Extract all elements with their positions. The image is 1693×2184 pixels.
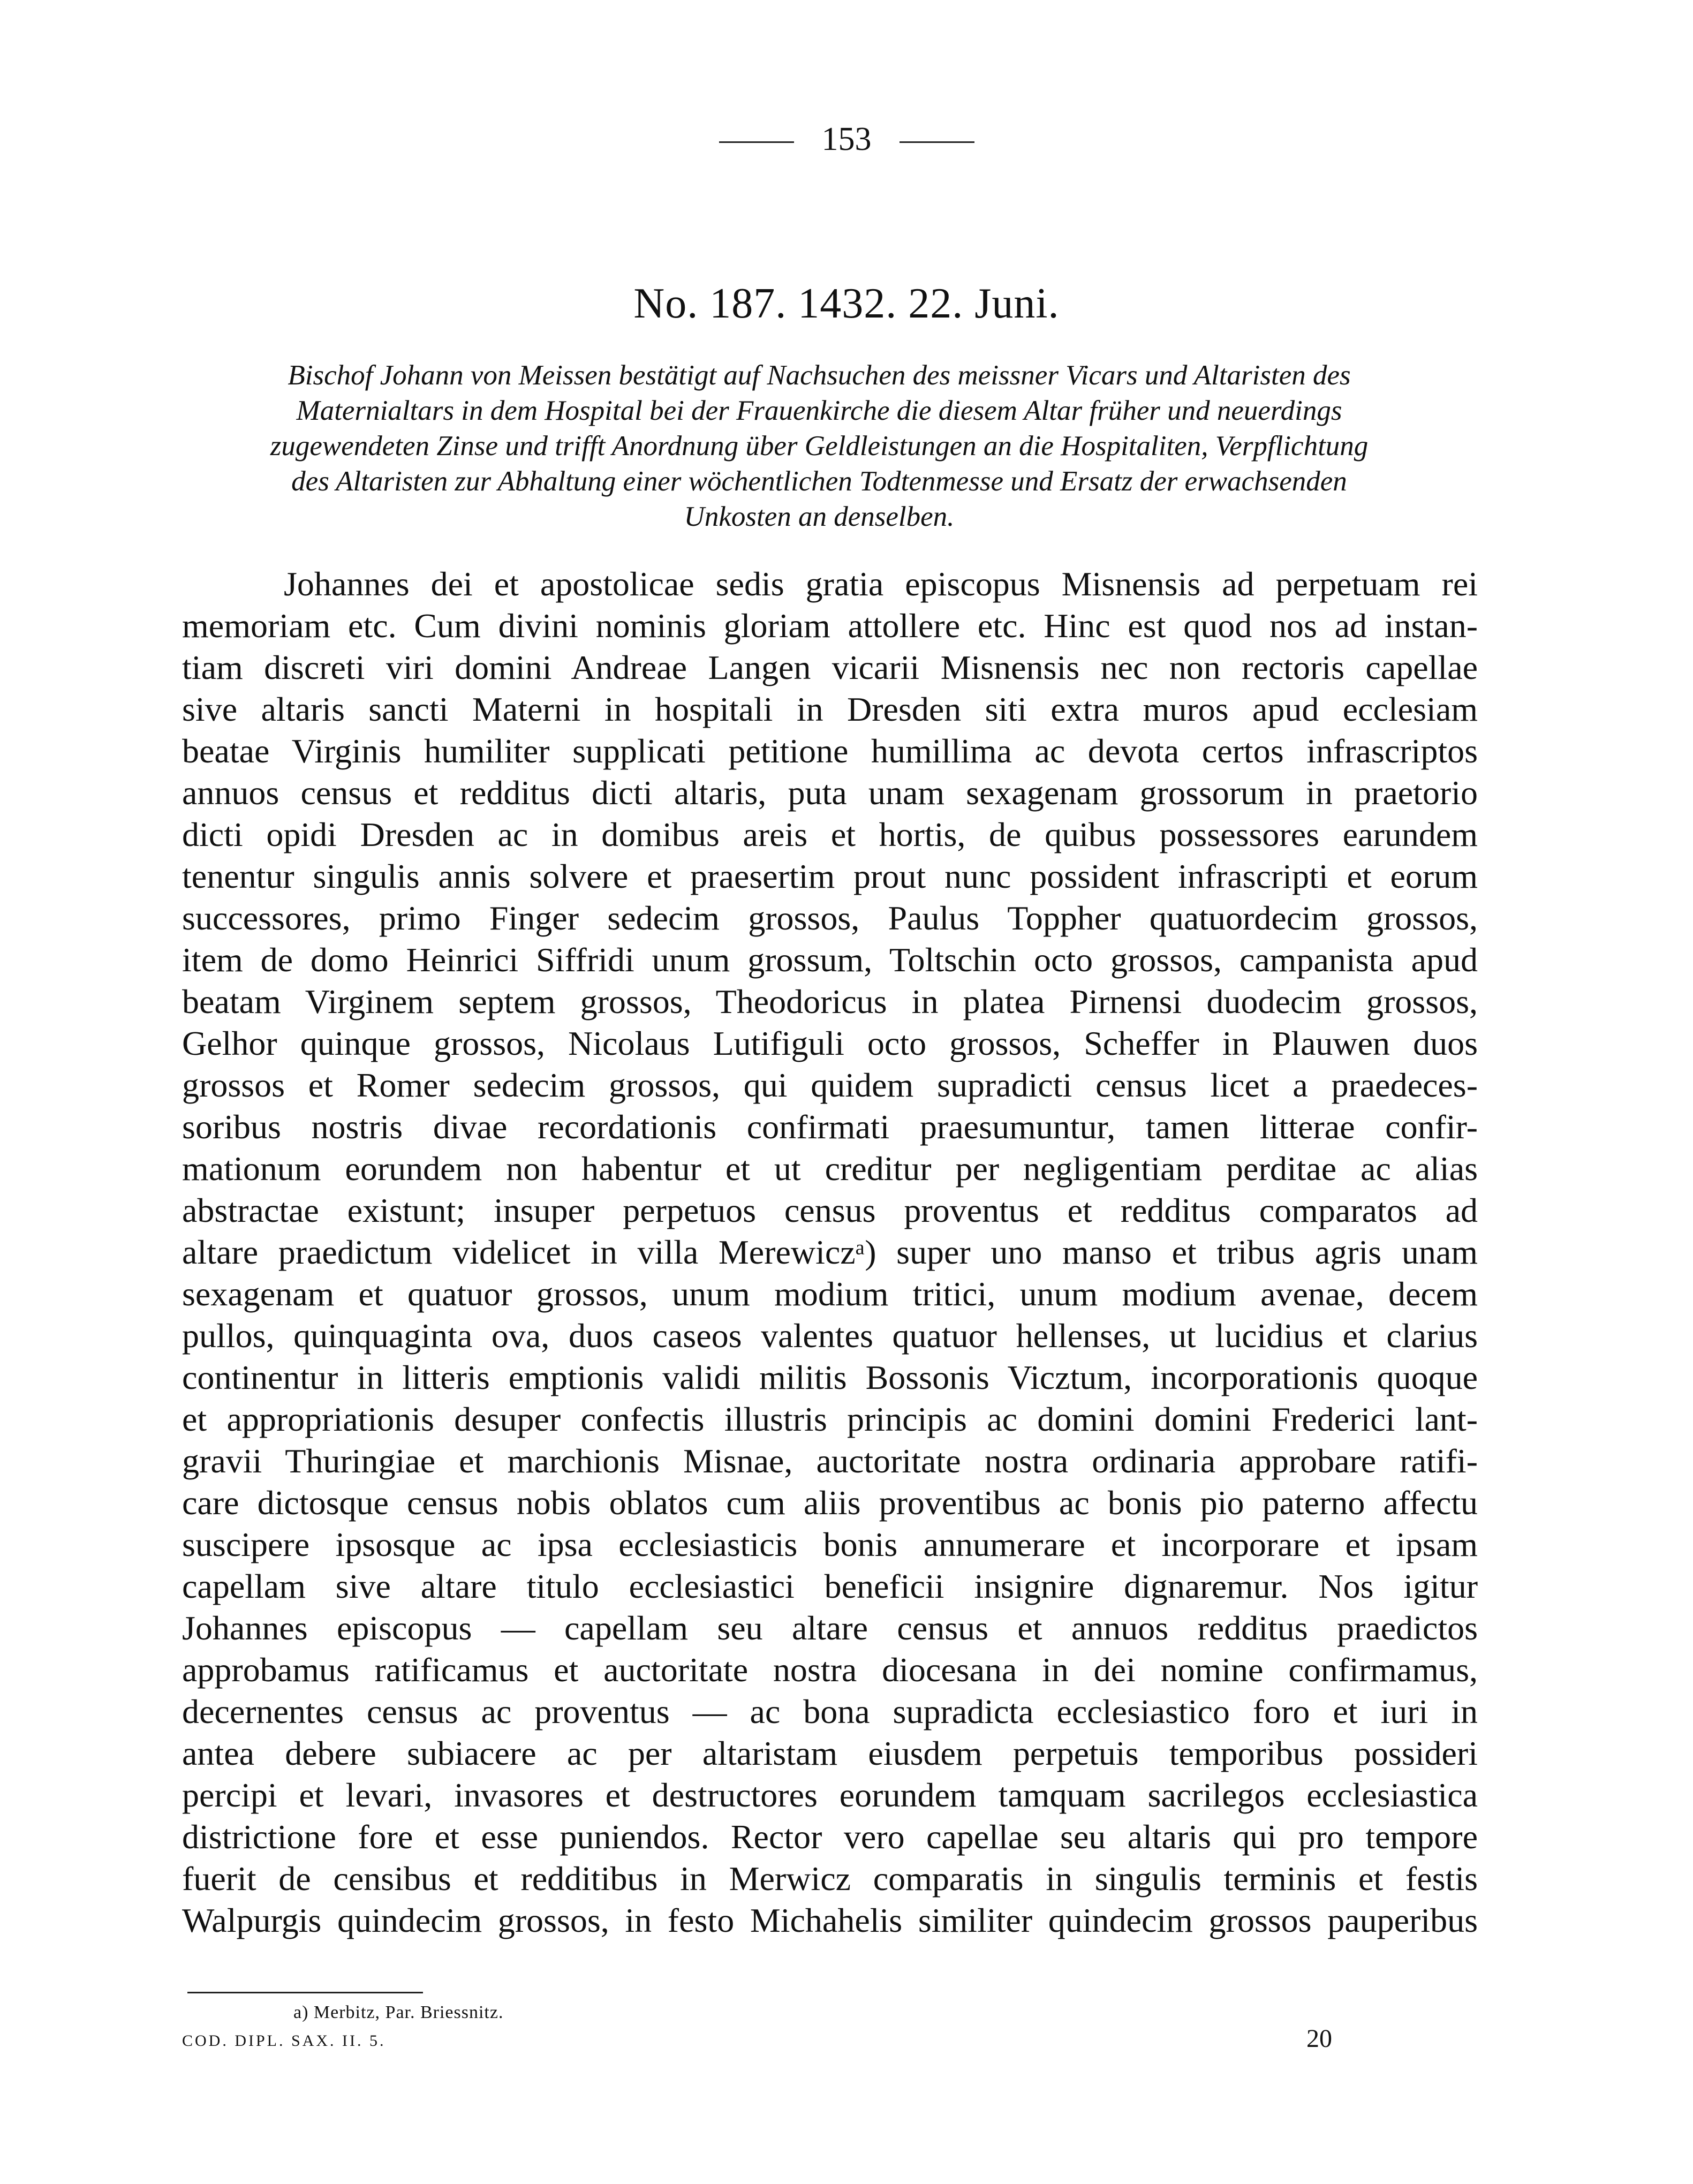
charter-line: soribus nostris divae recordationis confirmati praesumuntur, tamen litterae confir- — [182, 1108, 1478, 1146]
charter-line: districtione fore et esse puniendos. Rector vero capellae seu altaris qui pro tempore — [182, 1818, 1478, 1856]
charter-line: beatae Virginis humiliter supplicati petitione humillima ac devota certos infrascriptos — [182, 732, 1478, 770]
charter-line: grossos et Romer sedecim grossos, qui quidem supradicti census licet a praedeces- — [182, 1066, 1478, 1104]
charter-text — [182, 563, 1478, 1941]
charter-line: percipi et levari, invasores et destructores eorundem tamquam sacrilegos ecclesiastica — [182, 1776, 1478, 1814]
charter-line: pullos, quinquaginta ova, duos caseos valentes quatuor hellenses, ut lucidius et clarius — [182, 1317, 1478, 1355]
charter-line: sexagenam et quatuor grossos, unum modium tritici, unum modium avenae, decem — [182, 1275, 1478, 1313]
footnote-rule — [187, 1992, 423, 1993]
charter-line: beatam Virginem septem grossos, Theodoricus in platea Pirnensi duodecim grossos, — [182, 983, 1478, 1021]
charter-line: suscipere ipsosque ac ipsa ecclesiasticis bonis annumerare et incorporare et ipsam — [182, 1525, 1478, 1563]
source-siglum: COD. DIPL. SAX. II. 5. — [182, 2032, 386, 2050]
charter-line: approbamus ratificamus et auctoritate nostra diocesana in dei nomine confirmamus, — [182, 1651, 1478, 1689]
charter-line: successores, primo Finger sedecim grossos, Paulus Toppher quatuordecim grossos, — [182, 899, 1478, 937]
charter-line: Johannes episcopus — capellam seu altare census et annuos redditus praedictos — [182, 1609, 1478, 1647]
charter-line: continentur in litteris emptionis validi militis Bossonis Vicztum, incorporationis quoque — [182, 1358, 1478, 1396]
charter-line: sive altaris sancti Materni in hospitali in Dresden siti extra muros apud ecclesiam — [182, 690, 1478, 728]
regest-line: zugewendeten Zinse und trifft Anordnung über Geldleistungen an die Hospitaliten, Verpflichtung — [270, 430, 1369, 462]
charter-line: tenentur singulis annis solvere et praesertim prout nunc possident infrascripti et eorum — [182, 857, 1478, 895]
regest-line: Unkosten an denselben. — [684, 501, 955, 532]
charter-line: capellam sive altare titulo ecclesiastici beneficii insignire dignaremur. Nos igitur — [182, 1567, 1478, 1605]
regest-line: Bischof Johann von Meissen bestätigt auf Nachsuchen des meissner Vicars und Altaristen des — [288, 360, 1351, 391]
charter-line: annuos census et redditus dicti altaris, puta unam sexagenam grossorum in praetorio — [182, 774, 1478, 812]
charter-line: Gelhor quinque grossos, Nicolaus Lutifiguli octo grossos, Scheffer in Plauwen duos — [182, 1024, 1478, 1062]
charter-line: altare praedictum videlicet in villa Merewiczᵃ) super uno manso et tribus agris unam — [182, 1233, 1478, 1271]
charter-line: antea debere subiacere ac per altaristam eiusdem perpetuis temporibus possideri — [182, 1734, 1478, 1772]
charter-line: dicti opidi Dresden ac in domibus areis et hortis, de quibus possessores earundem — [182, 815, 1478, 853]
page-number-dash-right — [900, 141, 974, 143]
sheet-number: 20 — [1306, 2024, 1332, 2053]
document-heading: No. 187. 1432. 22. Juni. — [633, 280, 1060, 327]
page-number-dash-left — [719, 141, 794, 143]
page-number — [0, 120, 1693, 158]
charter-line: care dictosque census nobis oblatos cum aliis proventibus ac bonis pio paterno affectu — [182, 1484, 1478, 1522]
regest-line: Maternialtars in dem Hospital bei der Frauenkirche die diesem Altar früher und neuerdings — [296, 395, 1342, 426]
charter-line: gravii Thuringiae et marchionis Misnae, auctoritate nostra ordinaria approbare ratifi- — [182, 1442, 1478, 1480]
charter-line: item de domo Heinrici Siffridi unum grossum, Toltschin octo grossos, campanista apud — [182, 941, 1478, 979]
charter-line: memoriam etc. Cum divini nominis gloriam attollere etc. Hinc est quod nos ad instan- — [182, 607, 1478, 645]
charter-line: et appropriationis desuper confectis illustris principis ac domini domini Frederici lant- — [182, 1400, 1478, 1438]
page-number-value: 153 — [821, 121, 872, 157]
charter-line: mationum eorundem non habentur et ut creditur per negligentiam perditae ac alias — [182, 1150, 1478, 1188]
charter-line: Walpurgis quindecim grossos, in festo Michahelis similiter quindecim grossos pauperibus — [182, 1901, 1478, 1939]
charter-line: tiam discreti viri domini Andreae Langen vicarii Misnensis nec non rectoris capellae — [182, 648, 1478, 686]
charter-line: decernentes census ac proventus — ac bona supradicta ecclesiastico foro et iuri in — [182, 1692, 1478, 1730]
footnote: a) Merbitz, Par. Briessnitz. — [293, 2002, 504, 2022]
charter-line: Johannes dei et apostolicae sedis gratia episcopus Misnensis ad perpetuam rei — [284, 565, 1478, 603]
regest-summary — [161, 358, 1478, 534]
charter-line: abstractae existunt; insuper perpetuos census proventus et redditus comparatos ad — [182, 1191, 1478, 1229]
charter-line: fuerit de censibus et redditibus in Merwicz comparatis in singulis terminis et festis — [182, 1860, 1478, 1898]
regest-line: des Altaristen zur Abhaltung einer wöchentlichen Todtenmesse und Ersatz der erwachsenden — [291, 466, 1347, 497]
